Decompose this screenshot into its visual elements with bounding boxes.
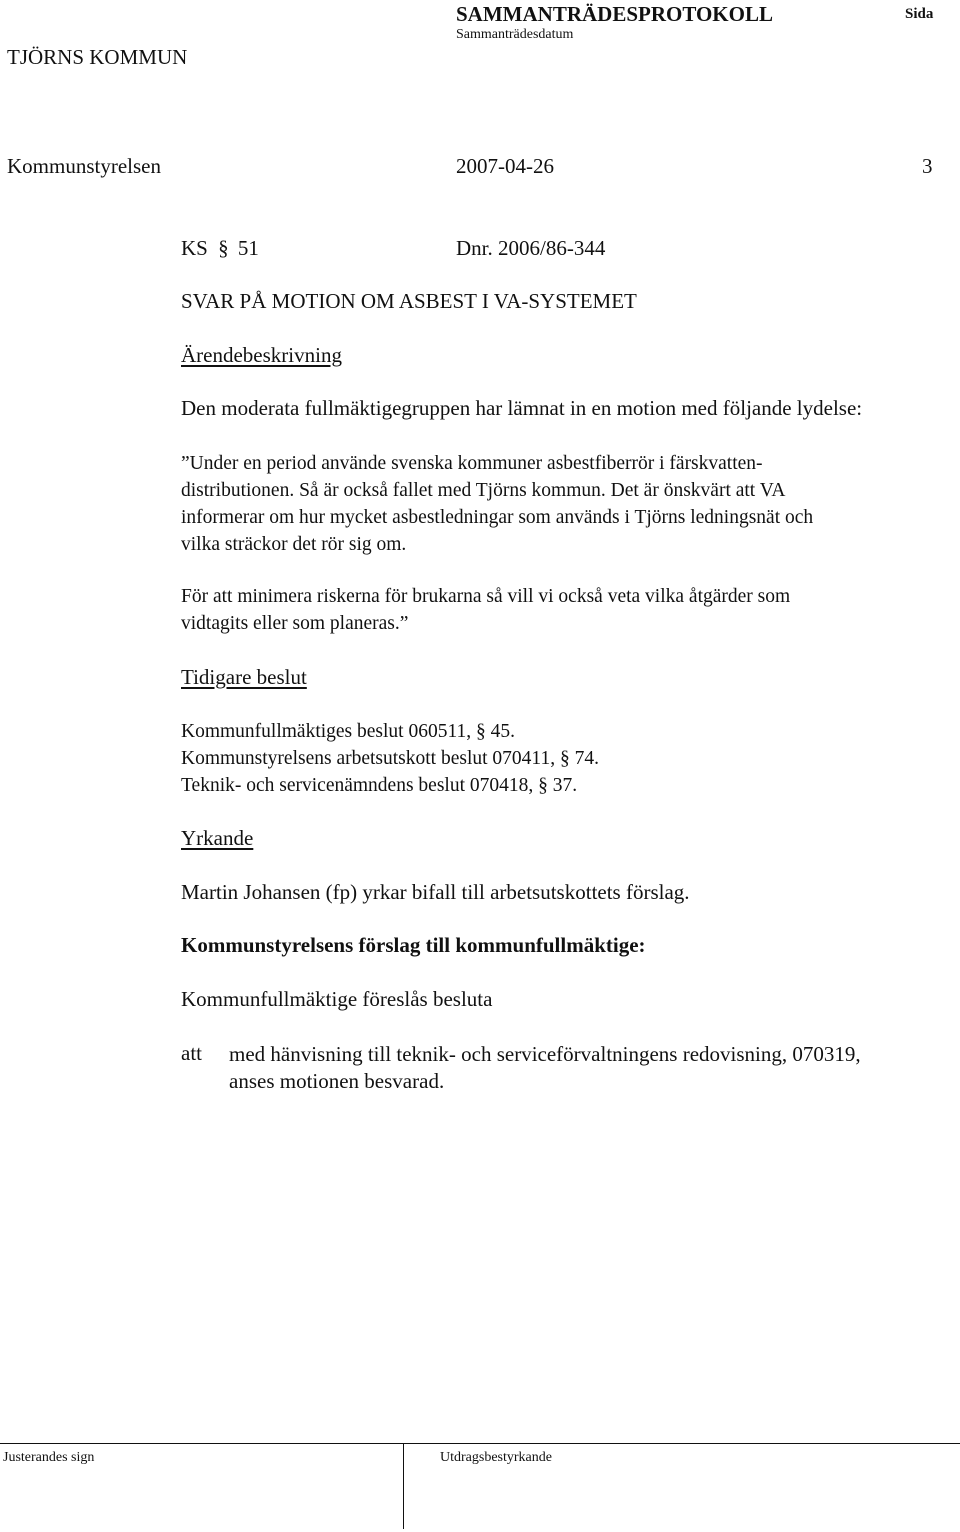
page-number: 3 <box>922 154 933 178</box>
justerandes-sign-label: Justerandes sign <box>3 1450 95 1465</box>
footer-divider <box>0 1443 960 1444</box>
arendebeskrivning-heading: Ärendebeskrivning <box>181 343 342 367</box>
tidigare-beslut-list <box>181 718 599 799</box>
yrkande-heading: Yrkande <box>181 826 254 850</box>
meeting-date-label: Sammanträdesdatum <box>456 27 574 42</box>
committee-name: Kommunstyrelsen <box>7 154 161 178</box>
yrkande-text: Martin Johansen (fp) yrkar bifall till arbetsutskottets förslag. <box>181 880 690 904</box>
forslag-intro: Kommunfullmäktige föreslås besluta <box>181 987 493 1011</box>
case-title: SVAR PÅ MOTION OM ASBEST I VA-SYSTEMET <box>181 289 637 313</box>
quote-line: distributionen. Så är också fallet med Tjörns kommun. Det är önskvärt att VA <box>181 480 786 501</box>
footer-vertical-divider <box>403 1443 404 1529</box>
municipality-name: TJÖRNS KOMMUN <box>7 45 188 69</box>
paragraph-number: 51 <box>237 236 259 260</box>
meeting-date: 2007-04-26 <box>456 154 554 178</box>
page-label: Sida <box>905 6 934 22</box>
att-clause <box>229 1041 861 1095</box>
att-line: med hänvisning till teknik- och serviceförvaltningens redovisning, 070319, <box>229 1042 861 1066</box>
quote-line: vidtagits eller som planeras.” <box>181 613 409 634</box>
quote-line: För att minimera riskerna för brukarna så vill vi också veta vilka åtgärder som <box>181 586 791 607</box>
list-item: Kommunstyrelsens arbetsutskott beslut 070411, § 74. <box>181 748 599 769</box>
case-dnr: Dnr. 2006/86-344 <box>456 236 606 260</box>
att-label: att <box>181 1041 202 1065</box>
motion-quote-2 <box>181 583 790 637</box>
att-line: anses motionen besvarad. <box>229 1069 445 1093</box>
list-item: Kommunfullmäktiges beslut 060511, § 45. <box>181 721 516 742</box>
list-item: Teknik- och servicenämndens beslut 070418, § 37. <box>181 775 578 796</box>
forslag-heading: Kommunstyrelsens förslag till kommunfullmäktige: <box>181 933 646 957</box>
paragraph-sign: § <box>538 775 548 796</box>
utdragsbestyrkande-label: Utdragsbestyrkande <box>440 1450 552 1465</box>
quote-line: vilka sträckor det rör sig om. <box>181 534 407 555</box>
quote-line: informerar om hur mycket asbestledningar som används i Tjörns ledningsnät och <box>181 507 814 528</box>
tidigare-beslut-heading: Tidigare beslut <box>181 665 307 689</box>
motion-quote <box>181 450 813 558</box>
paragraph-sign: § <box>559 748 570 769</box>
case-id <box>181 236 259 261</box>
arendebeskrivning-intro: Den moderata fullmäktigegruppen har lämnat in en motion med följande lydelse: <box>181 396 863 420</box>
paragraph-sign: § <box>476 721 486 742</box>
quote-line: ”Under en period använde svenska kommuner asbestfiberrör i färskvatten- <box>181 453 763 474</box>
protocol-title: SAMMANTRÄDESPROTOKOLL <box>456 2 773 26</box>
case-ks-label: KS <box>181 236 208 260</box>
paragraph-sign: § <box>218 236 229 260</box>
